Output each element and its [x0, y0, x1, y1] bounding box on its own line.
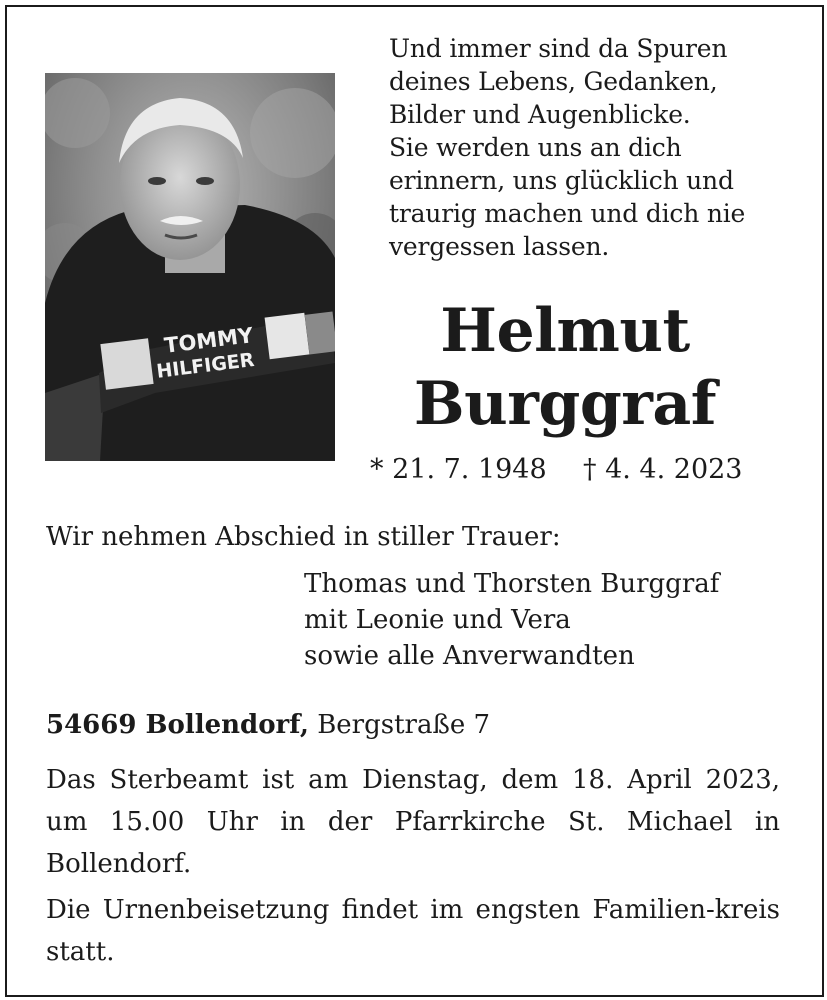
address-street: Bergstraße 7 — [317, 710, 491, 740]
portrait-photo — [45, 73, 335, 461]
birth-date: * 21. 7. 1948 — [370, 454, 547, 485]
last-name: Burggraf — [413, 369, 717, 439]
funeral-service-text: Das Sterbeamt ist am Dienstag, dem 18. April 2023, um 15.00 Uhr in der Pfarrkirche St. Michael in Bollendorf. — [46, 765, 780, 879]
first-name: Helmut — [440, 296, 690, 366]
mourner-line: Thomas und Thorsten Burggraf — [304, 569, 720, 599]
farewell-intro: Wir nehmen Abschied in stiller Trauer: — [46, 522, 561, 552]
shirt-text-line2: HILFIGER — [155, 348, 256, 383]
mourner-line: sowie alle Anverwandten — [304, 641, 635, 671]
poem: Und immer sind da Spuren deines Lebens, Gedanken, Bilder und Augenblicke. Sie werden uns an dich erinnern, uns glücklich und traurig machen und dich nie vergessen lassen. — [389, 34, 746, 261]
address-place: 54669 Bollendorf, — [46, 710, 309, 740]
shirt-text-line1: TOMMY — [162, 323, 255, 358]
address — [46, 705, 490, 745]
death-date: † 4. 4. 2023 — [583, 454, 743, 485]
mourner-line: mit Leonie und Vera — [304, 605, 571, 635]
mourners-list — [304, 566, 719, 674]
burial-text: Die Urnenbeisetzung findet im engsten Familien-kreis statt. — [46, 895, 780, 967]
